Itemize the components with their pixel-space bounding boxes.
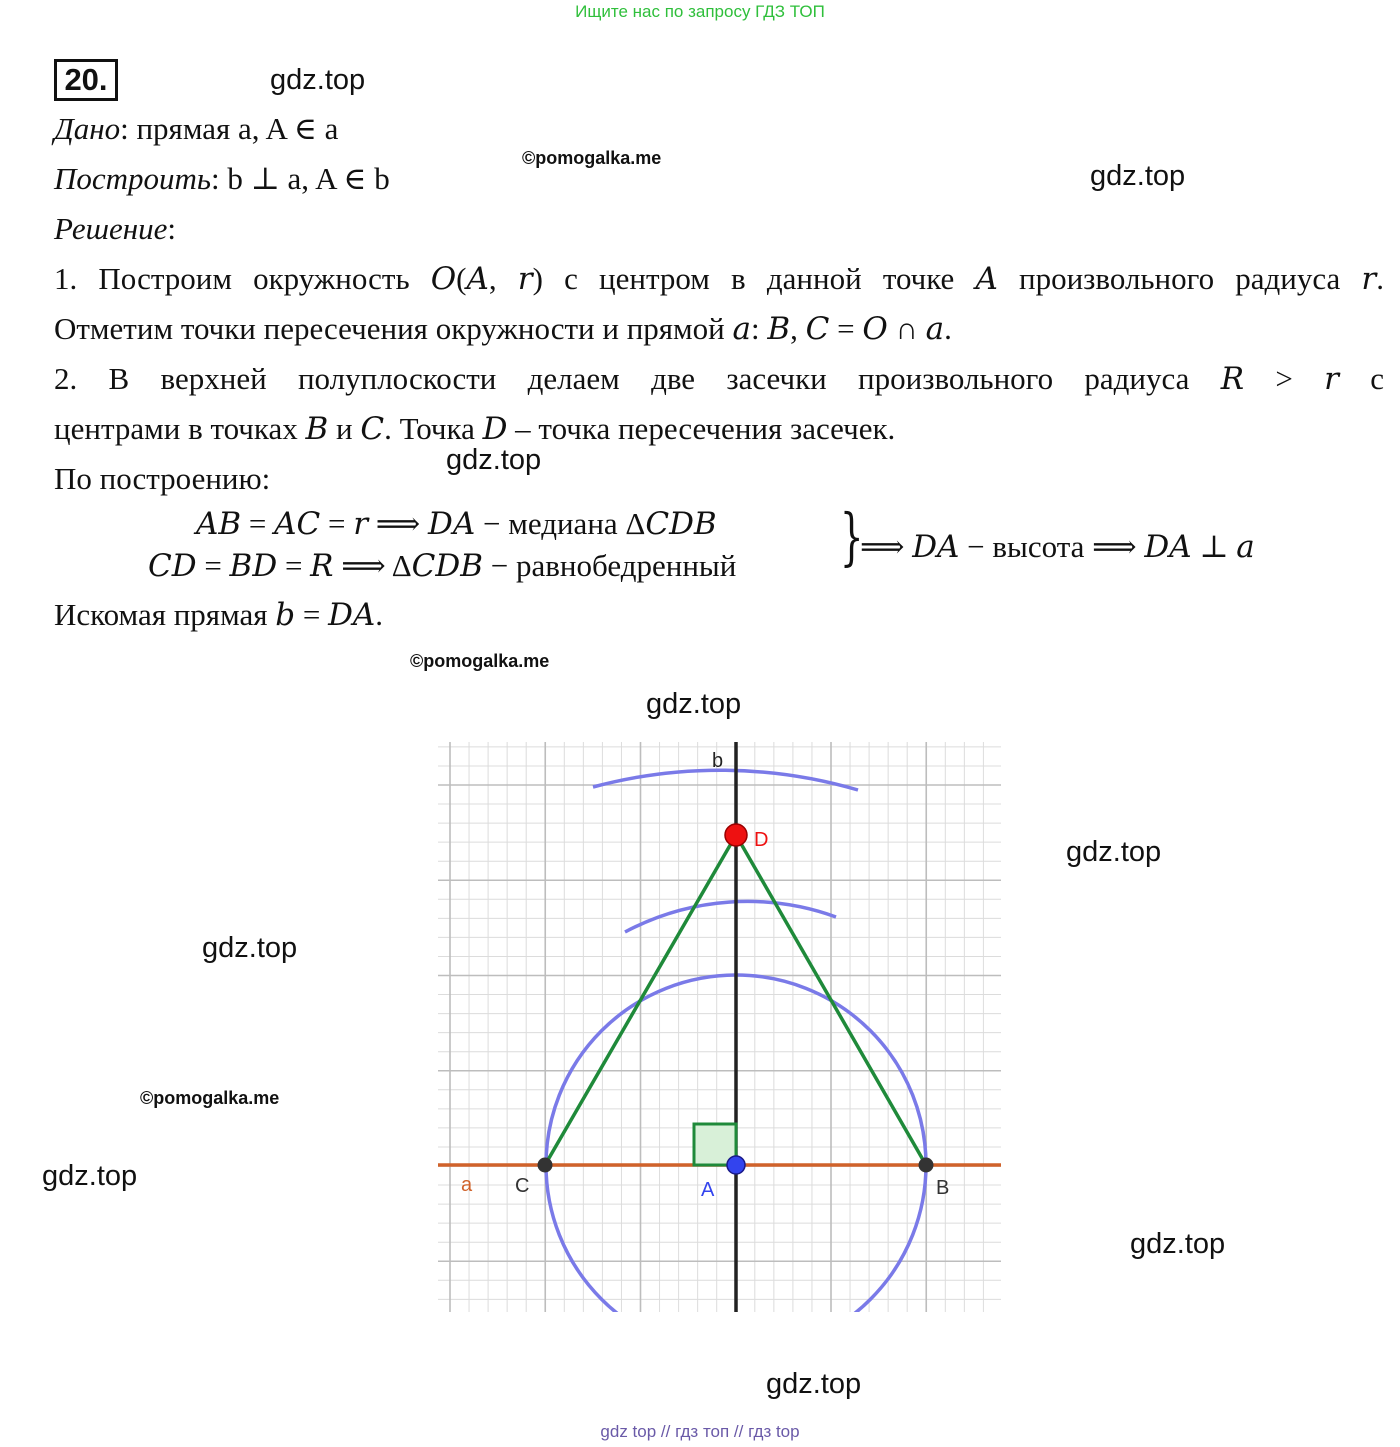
step2-line2: центрами в точках 𝐵 и 𝐶. Точка 𝐷 – точка пересечения засечек. bbox=[54, 411, 896, 446]
watermark-gdz: gdz.top bbox=[646, 688, 742, 720]
equation-isosceles: 𝐶𝐷 = 𝐵𝐷 = 𝑅 ⟹ Δ𝐶𝐷𝐵 − равнобедренный bbox=[148, 548, 737, 583]
label-b-point: B bbox=[936, 1177, 950, 1199]
grid bbox=[431, 728, 1022, 1319]
given-text: : прямая a, A ∈ a bbox=[120, 111, 339, 146]
label-a-line: a bbox=[461, 1174, 473, 1196]
arc-lower bbox=[625, 901, 836, 932]
watermark-gdz: gdz.top bbox=[446, 444, 542, 476]
bottom-banner: gdz top // гдз топ // гдз top bbox=[600, 1422, 800, 1441]
solution-colon: : bbox=[167, 211, 176, 246]
construct-text: : b ⊥ a, A ∈ b bbox=[211, 161, 390, 196]
equation-median: 𝐴𝐵 = 𝐴𝐶 = 𝑟 ⟹ 𝐷𝐴 − медиана Δ𝐶𝐷𝐵 bbox=[196, 506, 717, 541]
watermark-gdz: gdz.top bbox=[1066, 836, 1162, 868]
given-label: Дано bbox=[54, 111, 121, 146]
step1-line2: Отметим точки пересечения окружности и прямой 𝑎: 𝐵, 𝐶 = 𝑂 ∩ 𝑎. bbox=[54, 311, 952, 346]
right-brace: } bbox=[839, 500, 864, 573]
watermark-copyright: ©pomogalka.me bbox=[410, 651, 550, 671]
top-banner: Ищите нас по запросу ГДЗ ТОП bbox=[575, 2, 825, 21]
label-a-point: A bbox=[701, 1179, 715, 1201]
step2-line1: 2. В верхней полуплоскости делаем две засечки произвольного радиуса 𝑅 > 𝑟 с bbox=[54, 361, 1384, 396]
solution-label: Решение bbox=[54, 211, 168, 246]
equation-conclusion: ⟹ 𝐷𝐴 − высота ⟹ 𝐷𝐴 ⊥ 𝑎 bbox=[860, 529, 1255, 564]
watermark-copyright: ©pomogalka.me bbox=[522, 148, 662, 168]
watermark-gdz: gdz.top bbox=[202, 932, 298, 964]
proof-intro: По построению: bbox=[54, 461, 271, 496]
watermark-gdz: gdz.top bbox=[766, 1368, 862, 1400]
label-d: D bbox=[754, 829, 769, 851]
watermark-gdz: gdz.top bbox=[42, 1160, 138, 1192]
watermark-gdz: gdz.top bbox=[270, 64, 366, 96]
watermark-gdz: gdz.top bbox=[1090, 160, 1186, 192]
label-b: b bbox=[712, 750, 724, 772]
watermark-gdz: gdz.top bbox=[1130, 1228, 1226, 1260]
point-c bbox=[538, 1158, 553, 1173]
point-a bbox=[727, 1156, 745, 1174]
problem-number: 20. bbox=[54, 59, 118, 101]
point-d bbox=[725, 824, 747, 846]
construct-label: Построить bbox=[54, 161, 212, 196]
watermark-copyright: ©pomogalka.me bbox=[140, 1088, 280, 1108]
arc-top bbox=[593, 770, 858, 790]
label-c: C bbox=[515, 1175, 530, 1197]
answer-line: Искомая прямая 𝑏 = 𝐷𝐴. bbox=[54, 597, 384, 632]
step1-line1: 1. Построим окружность 𝑂(𝐴, 𝑟) с центром в данной точке 𝐴 произвольного радиуса 𝑟. bbox=[54, 261, 1384, 296]
point-b bbox=[919, 1158, 934, 1173]
